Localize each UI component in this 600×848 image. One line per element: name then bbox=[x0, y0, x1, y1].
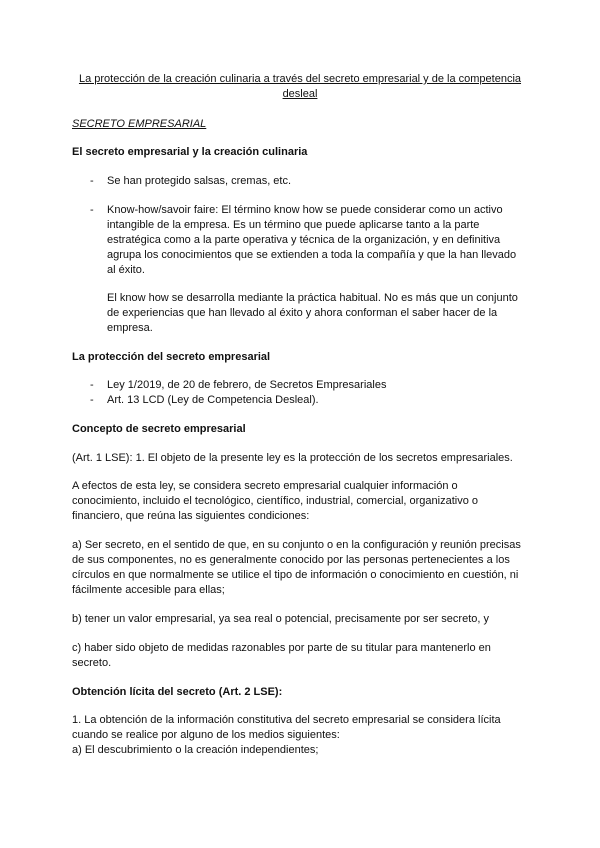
paragraph-line: de sus componentes, no es generalmente conocido por las personas pertenecientes a los bbox=[72, 554, 510, 566]
title-line: desleal bbox=[282, 88, 318, 100]
heading-obtencion: Obtención lícita del secreto (Art. 2 LSE): bbox=[72, 686, 283, 698]
condition-c bbox=[72, 641, 532, 671]
art1-paragraph: (Art. 1 LSE): 1. El objeto de la presente ley es la protección de los secretos empresariales. bbox=[72, 452, 513, 464]
paragraph-line: 1. La obtención de la información constitutiva del secreto empresarial se considera lícita bbox=[72, 714, 501, 726]
paragraph-line: cuando se realice por alguno de los medios siguientes: bbox=[72, 729, 340, 741]
bullet-item: Art. 13 LCD (Ley de Competencia Desleal). bbox=[107, 394, 319, 406]
paragraph-line: c) haber sido objeto de medidas razonables por parte de su titular para mantenerlo en bbox=[72, 642, 491, 654]
paragraph-line: financiero, que reúna las siguientes condiciones: bbox=[72, 510, 310, 522]
paragraph-line: El know how se desarrolla mediante la práctica habitual. No es más que un conjunto bbox=[107, 292, 518, 304]
heading-concepto: Concepto de secreto empresarial bbox=[72, 423, 246, 435]
paragraph-line: A efectos de esta ley, se considera secreto empresarial cualquier información o bbox=[72, 480, 458, 492]
heading-secreto-creacion: El secreto empresarial y la creación culinaria bbox=[72, 146, 308, 158]
paragraph-line: secreto. bbox=[72, 657, 112, 669]
bullet-line: Know-how/savoir faire: El término know how se puede considerar como un activo bbox=[107, 204, 503, 216]
paragraph-line: conocimiento, incluido el tecnológico, científico, industrial, comercial, organizativo o bbox=[72, 495, 478, 507]
bullet-line: intangible de la empresa. Es un término que puede aplicarse tanto a la parte bbox=[107, 219, 480, 231]
bullet-item: Ley 1/2019, de 20 de febrero, de Secretos Empresariales bbox=[107, 379, 387, 391]
bullet-dash: - bbox=[90, 394, 94, 406]
paragraph-line: de experiencias que han llevado al éxito y ahora conforman el saber hacer de la bbox=[107, 307, 498, 319]
document-title bbox=[72, 72, 528, 102]
paragraph-line: a) El descubrimiento o la creación independientes; bbox=[72, 744, 319, 756]
title-line: La protección de la creación culinaria a través del secreto empresarial y de la competencia bbox=[78, 73, 522, 85]
obtencion-paragraph bbox=[72, 713, 532, 758]
bullet-dash: - bbox=[90, 175, 94, 187]
bullet-dash: - bbox=[90, 204, 94, 216]
bullet-dash: - bbox=[90, 379, 94, 391]
bullet-line: agrupa los conocimientos que se extienden a toda la compañía y que la han llevado bbox=[107, 249, 517, 261]
bullet-line: Se han protegido salsas, cremas, etc. bbox=[107, 175, 292, 187]
condition-a bbox=[72, 538, 532, 598]
bullet-item bbox=[107, 174, 567, 189]
knowhow-paragraph bbox=[107, 291, 567, 336]
paragraph-line: círculos en que normalmente se utilice el tipo de información o conocimiento en cuestión, ni bbox=[72, 569, 519, 581]
paragraph-line: fácilmente accesible para ellas; bbox=[72, 584, 225, 596]
heading-proteccion: La protección del secreto empresarial bbox=[72, 351, 271, 363]
section-label: SECRETO EMPRESARIAL bbox=[72, 118, 207, 130]
condition-b: b) tener un valor empresarial, ya sea real o potencial, precisamente por ser secreto, y bbox=[72, 613, 489, 625]
bullet-line: estratégica como a la parte operativa y técnica de la organización, y en definitiva bbox=[107, 234, 501, 246]
paragraph-line: empresa. bbox=[107, 322, 153, 334]
efectos-paragraph bbox=[72, 479, 532, 524]
bullet-item bbox=[107, 203, 567, 278]
bullet-line: al éxito. bbox=[107, 264, 145, 276]
paragraph-line: a) Ser secreto, en el sentido de que, en su conjunto o en la configuración y reunión precisas bbox=[72, 539, 521, 551]
